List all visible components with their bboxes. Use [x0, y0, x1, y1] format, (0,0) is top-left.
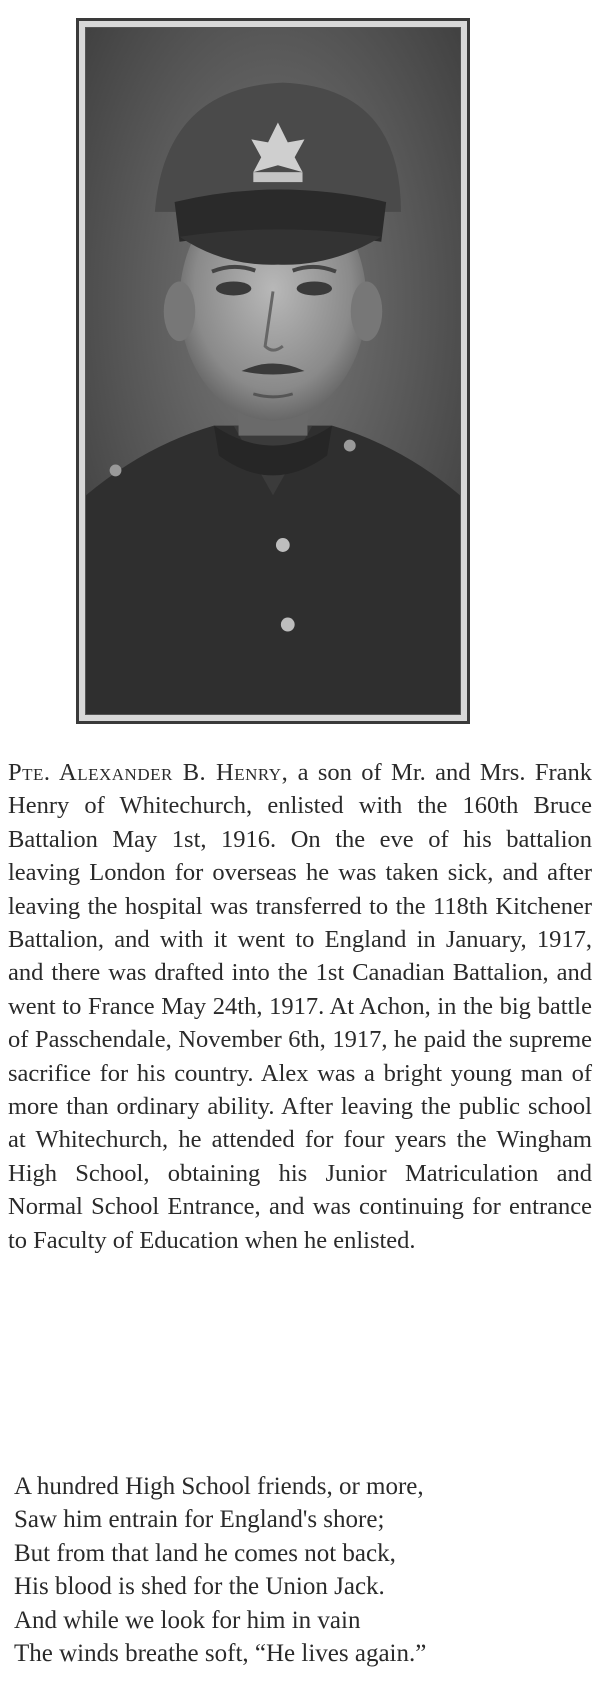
portrait-photo: [76, 18, 470, 724]
poem-line: And while we look for him in vain: [14, 1606, 361, 1634]
poem-line: But from that land he comes not back,: [14, 1539, 396, 1567]
portrait-image: [85, 27, 461, 715]
poem-line: His blood is shed for the Union Jack.: [14, 1573, 385, 1601]
poem-line: The winds breathe soft, “He lives again.”: [14, 1640, 427, 1668]
soldier-portrait-illustration: [86, 28, 460, 714]
soldier-name: Pte. Alexander B. Henry,: [8, 759, 289, 786]
poem-line: Saw him entrain for England's shore;: [14, 1506, 385, 1534]
biography-paragraph: [8, 756, 592, 1257]
memorial-poem: [14, 1470, 594, 1670]
biography-text: a son of Mr. and Mrs. Frank Henry of Whitechurch, enlisted with the 160th Bruce Battalion May 1st, 1916. On the eve of his battalion leaving London for overseas he was taken sick, and after leaving the hospital was transferred to the 118th Kitchener Battalion, and with it went to England in January, 1917, and there was drafted into the 1st Canadian Battalion, and went to France May 24th, 1917. At Achon, in the big battle of Passchendale, November 6th, 1917, he paid the supreme sacrifice for his country. Alex was a bright young man of more than ordinary ability. After leaving the public school at Whitechurch, he attended for four years the Wingham High School, obtaining his Junior Matriculation and Normal School Entrance, and was continuing for entrance to Faculty of Education when he enlisted.: [8, 759, 593, 1254]
poem-line: A hundred High School friends, or more,: [14, 1473, 424, 1500]
